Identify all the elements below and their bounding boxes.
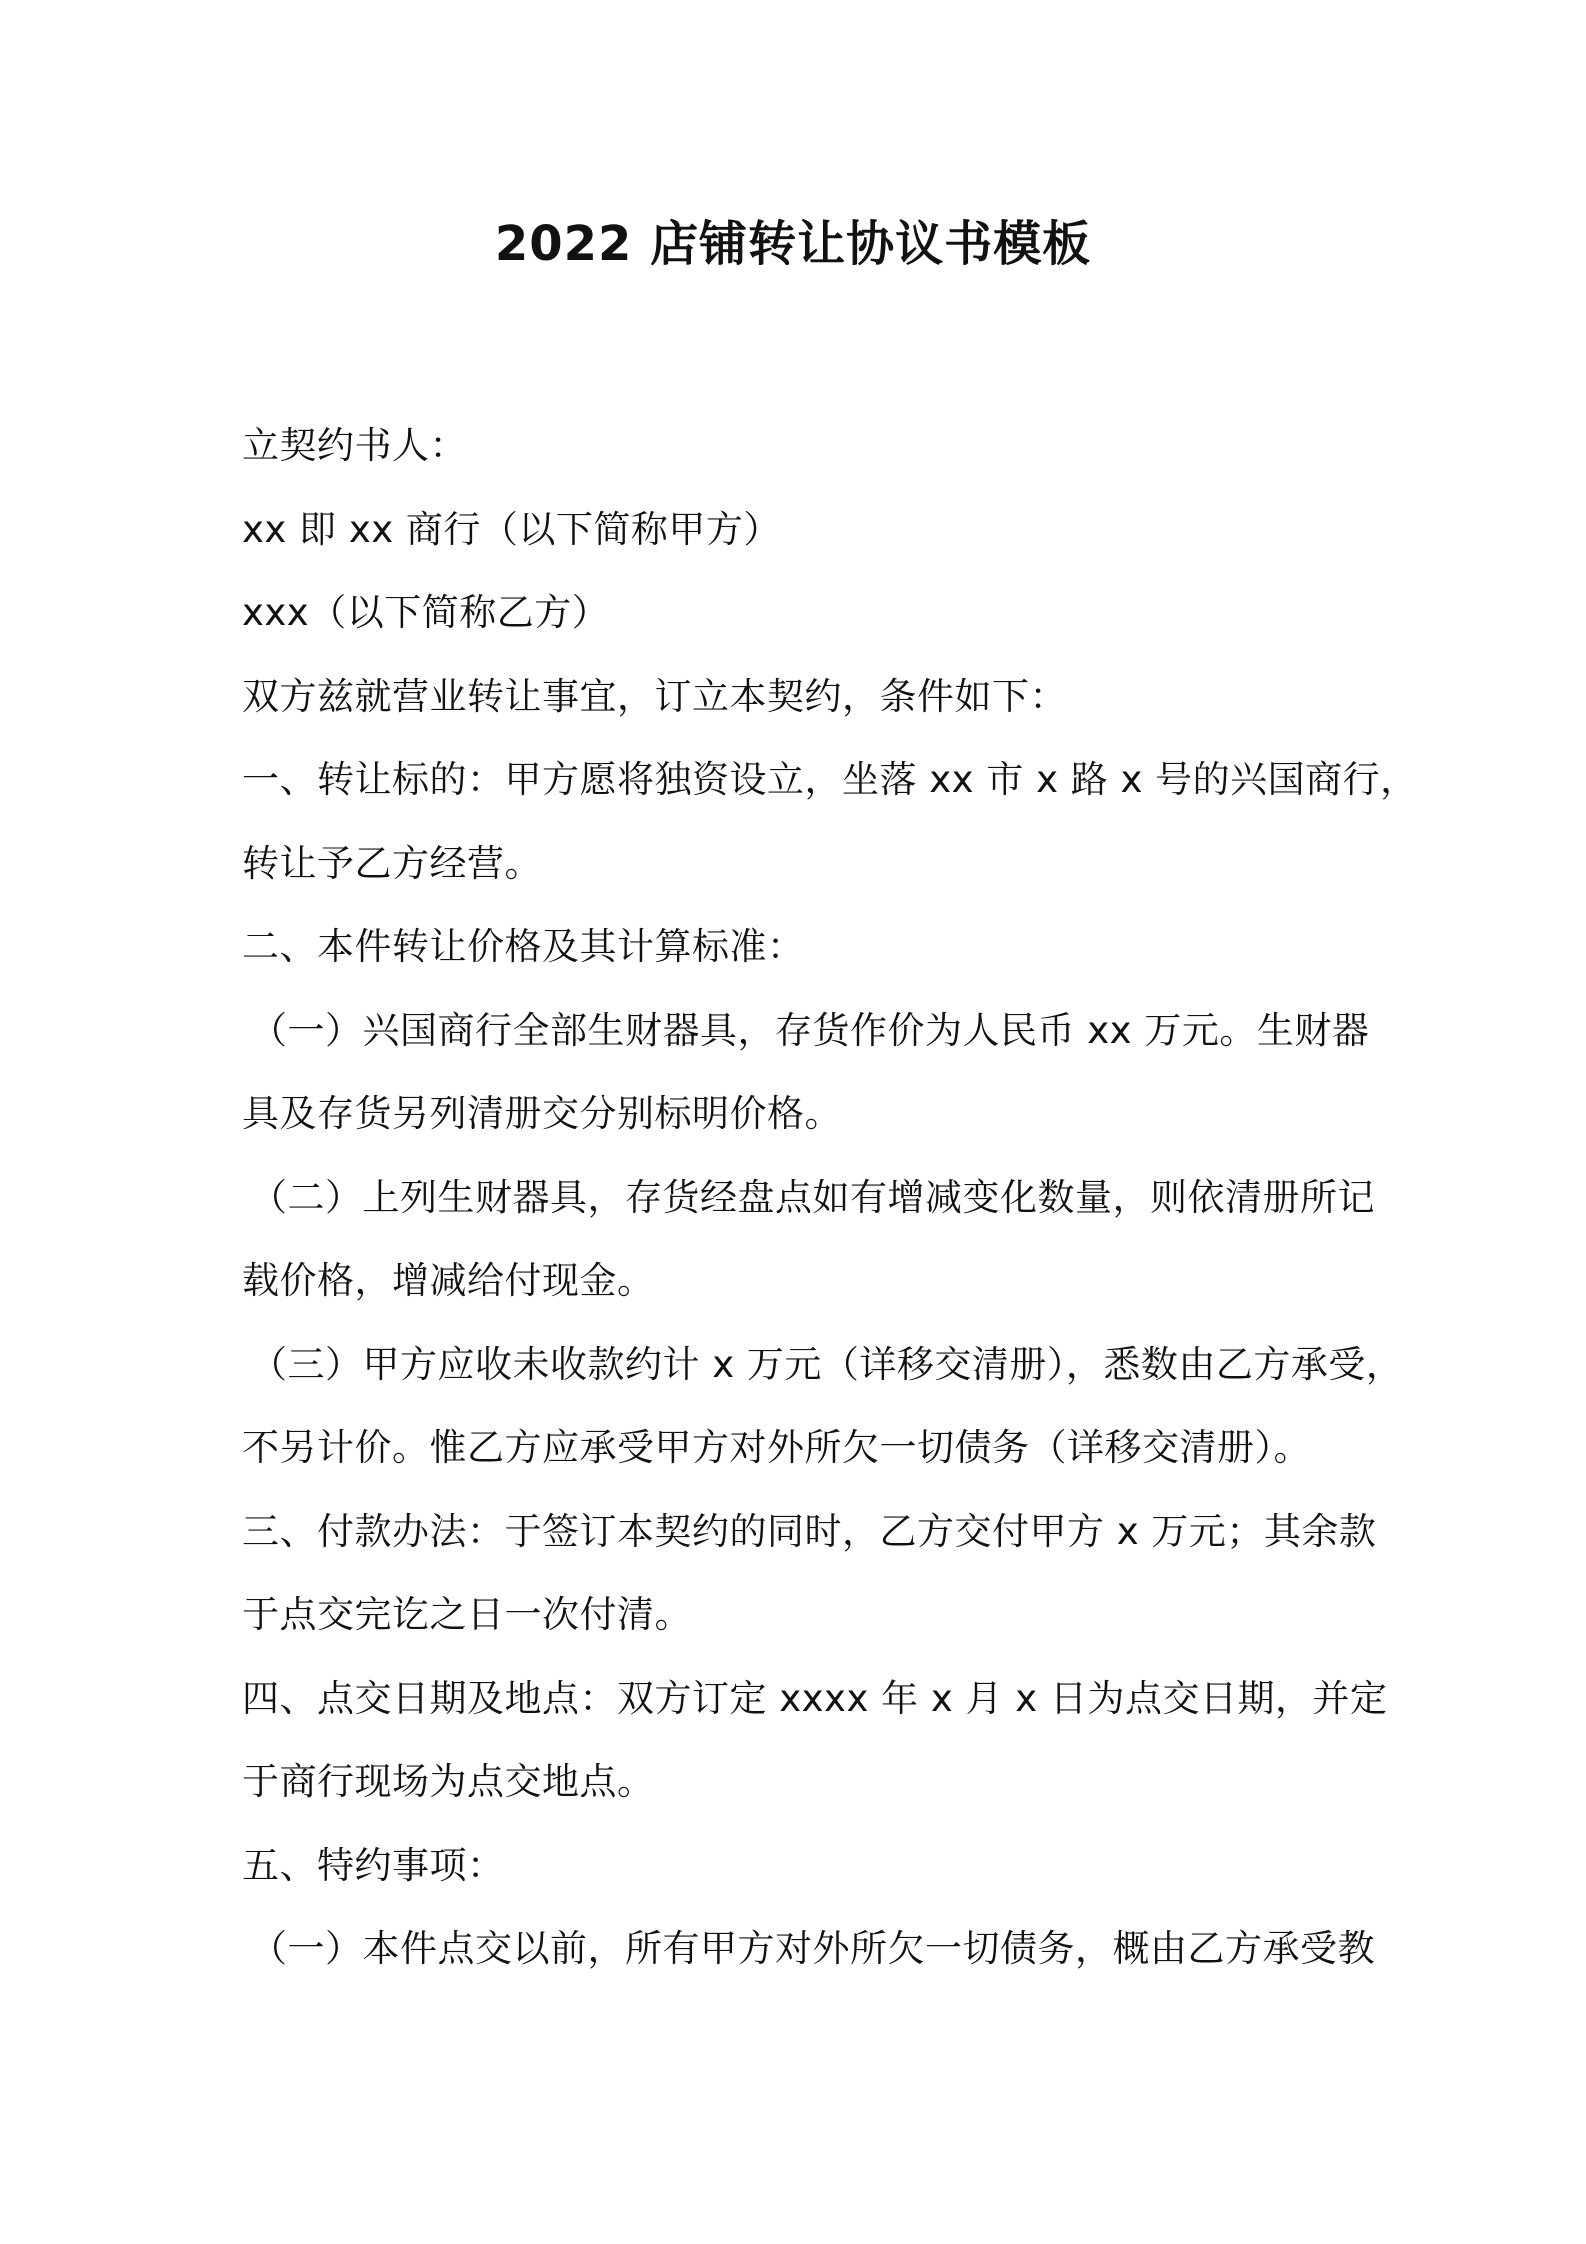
paragraph-line: （一）本件点交以前，所有甲方对外所欠一切债务，概由乙方承受教 [250, 1927, 1375, 1970]
paragraph-line: 转让予乙方经营。 [242, 841, 542, 885]
document-title: 2022 店铺转让协议书模板 [494, 216, 1092, 272]
paragraph-line: 于商行现场为点交地点。 [242, 1760, 655, 1803]
paragraph-line: 一、转让标的：甲方愿将独资设立，坐落 xx 市 x 路 x 号的兴国商行， [242, 758, 1418, 801]
paragraph-line: 于点交完讫之日一次付清。 [242, 1593, 692, 1636]
paragraph-line: 双方兹就营业转让事宜，订立本契约，条件如下： [242, 674, 1067, 718]
paragraph-line: 不另计价。惟乙方应承受甲方对外所欠一切债务（详移交清册）。 [242, 1426, 1311, 1469]
paragraph-line: 具及存货另列清册交分别标明价格。 [242, 1092, 842, 1135]
paragraph-line: xx 即 xx 商行（以下简称甲方） [242, 507, 781, 551]
paragraph-line: 四、点交日期及地点：双方订定 xxxx 年 x 月 x 日为点交日期，并定 [242, 1676, 1388, 1720]
paragraph-line: （一）兴国商行全部生财器具，存货作价为人民币 xx 万元。生财器 [250, 1008, 1370, 1052]
paragraph-line: 立契约书人： [242, 424, 467, 467]
paragraph-line: xxx（以下简称乙方） [242, 591, 610, 634]
paragraph-line: 载价格，增减给付现金。 [242, 1259, 655, 1302]
paragraph-line: 五、特约事项： [242, 1843, 505, 1887]
document-body [242, 404, 1418, 1991]
paragraph-line: （二）上列生财器具，存货经盘点如有增减变化数量，则依清册所记 [250, 1175, 1375, 1219]
paragraph-line: 二、本件转让价格及其计算标准： [242, 925, 805, 968]
paragraph-line: 三、付款办法：于签订本契约的同时，乙方交付甲方 x 万元；其余款 [242, 1509, 1377, 1553]
paragraph-line: （三）甲方应收未收款约计 x 万元（详移交清册），悉数由乙方承受， [250, 1342, 1404, 1386]
